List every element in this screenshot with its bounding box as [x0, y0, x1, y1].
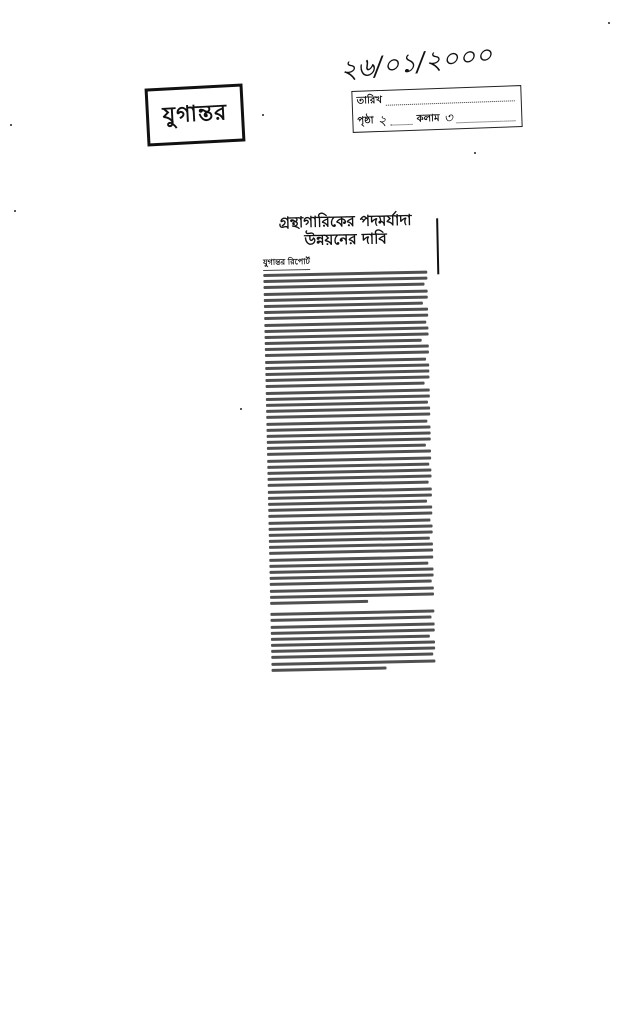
- body-text-line: [264, 314, 428, 320]
- masthead-name: যুগান্তর: [161, 99, 228, 129]
- body-text-line: [268, 512, 432, 518]
- body-text-line: [264, 302, 423, 308]
- clipping-edge-rule: [436, 218, 439, 274]
- body-text-line: [268, 487, 432, 493]
- body-text-line: [266, 400, 428, 406]
- body-text-line: [271, 659, 435, 665]
- scan-speck: [240, 408, 242, 410]
- stamp-column-value: ৩: [443, 110, 453, 127]
- body-text-line: [267, 462, 429, 468]
- scan-speck: [10, 124, 12, 126]
- body-text-line: [268, 518, 430, 524]
- body-text-line: [263, 271, 427, 277]
- body-text-line: [271, 622, 435, 628]
- body-text-line: [270, 580, 432, 586]
- headline-line-1: গ্রন্থাগারিকের পদমর্যাদা: [278, 210, 412, 232]
- article-byline: যুগান্তর রিপোর্ট: [263, 256, 310, 271]
- body-text-line: [271, 647, 435, 653]
- article-body-text: [263, 271, 435, 672]
- body-text-line: [270, 592, 434, 598]
- article-clipping: [262, 210, 441, 649]
- scan-speck: [262, 114, 264, 116]
- body-text-line: [264, 320, 426, 326]
- body-text-line: [266, 388, 430, 394]
- headline-line-2: উন্নয়নের দাবি: [304, 229, 387, 250]
- body-text-line: [265, 370, 429, 376]
- body-text-line: [264, 283, 425, 289]
- body-text-line: [269, 524, 433, 530]
- body-text-line: [266, 419, 427, 425]
- body-text-line: [263, 277, 427, 283]
- body-text-line: [264, 295, 428, 301]
- body-text-line: [267, 431, 431, 437]
- body-text-line: [270, 586, 434, 592]
- body-text-line: [268, 475, 432, 481]
- body-text-line: [265, 339, 422, 345]
- body-text-line: [272, 666, 387, 671]
- body-text-line: [268, 500, 427, 506]
- body-text-line: [266, 394, 430, 400]
- body-text-line: [271, 641, 435, 647]
- body-text-line: [269, 543, 433, 549]
- body-text-line: [269, 549, 433, 555]
- handwritten-date: ২৬/০১/২০০০: [338, 40, 494, 86]
- scan-speck: [14, 210, 16, 212]
- body-text-line: [268, 481, 429, 487]
- stamp-page-dots: [391, 115, 413, 125]
- body-text-line: [269, 561, 428, 567]
- body-text-line: [267, 444, 426, 450]
- stamp-column-dots: [457, 112, 516, 123]
- body-text-line: [266, 413, 430, 419]
- body-text-line: [266, 407, 430, 413]
- body-text-line: [267, 469, 431, 475]
- body-text-line: [268, 493, 432, 499]
- body-text-line: [270, 600, 368, 605]
- scan-speck: [474, 152, 476, 154]
- stamp-page-value: ২: [377, 112, 387, 130]
- body-text-line: [269, 555, 433, 561]
- stamp-page-label: পৃষ্ঠা: [357, 114, 374, 127]
- body-text-line: [271, 628, 435, 634]
- body-text-line: [269, 530, 433, 536]
- body-text-line: [268, 506, 432, 512]
- body-text-line: [266, 425, 430, 431]
- body-text-line: [267, 450, 431, 456]
- body-text-line: [264, 326, 428, 332]
- body-text-line: [265, 332, 429, 338]
- body-text-line: [266, 382, 425, 388]
- body-text-line: [264, 308, 428, 314]
- body-text-line: [264, 289, 428, 295]
- body-text-line: [265, 376, 429, 382]
- body-text-line: [267, 456, 431, 462]
- body-text-line: [271, 634, 430, 640]
- date-page-stamp: [351, 85, 522, 133]
- stamp-date-label: তারিখ: [356, 94, 383, 107]
- body-text-line: [265, 357, 426, 363]
- article-headline: [262, 210, 433, 250]
- body-text-line: [271, 653, 433, 659]
- newspaper-masthead: [145, 83, 246, 146]
- body-text-line: [269, 567, 433, 573]
- stamp-column-label: কলাম: [416, 112, 440, 125]
- body-text-line: [265, 351, 429, 357]
- stamp-date-dots: [386, 92, 515, 105]
- body-text-line: [270, 574, 434, 580]
- body-text-line: [265, 345, 429, 351]
- scan-speck: [608, 22, 610, 24]
- body-text-line: [269, 537, 430, 543]
- body-text-line: [267, 438, 431, 444]
- body-text-line: [270, 616, 431, 622]
- body-text-line: [265, 363, 429, 369]
